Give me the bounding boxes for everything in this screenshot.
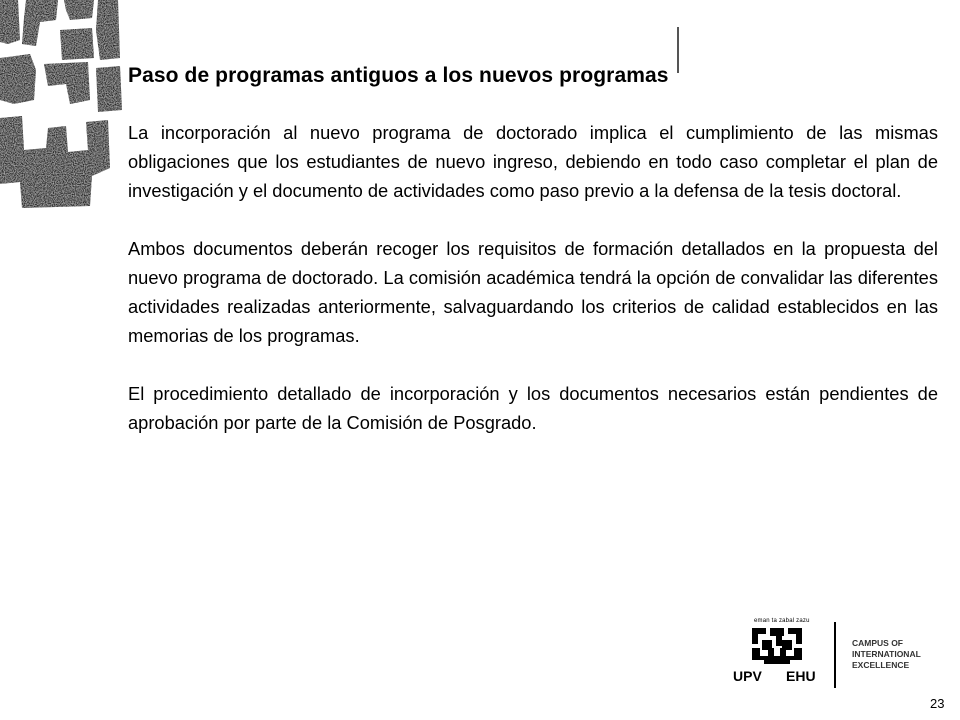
logo-separator <box>834 622 836 688</box>
logo-upv-text: UPV <box>733 668 762 684</box>
campus-line-1: CAMPUS OF <box>852 638 903 648</box>
slide-body <box>128 118 938 466</box>
paragraph-2: Ambos documentos deberán recoger los requisitos de formación detallados en la propuesta del nuevo programa de doctorado. La comisión académica tendrá la opción de convalidar las diferentes actividades realizadas anteriormente, salvaguardando los criterios de calidad establecidos en las memorias de los programas. <box>128 238 938 346</box>
campus-line-3: EXCELLENCE <box>852 660 910 670</box>
campus-of-excellence-label <box>852 638 921 671</box>
logo-motto: eman ta zabal zazu <box>754 618 810 624</box>
campus-line-2: INTERNATIONAL <box>852 649 921 659</box>
paragraph-1: La incorporación al nuevo programa de doctorado implica el cumplimiento de las mismas obligaciones que los estudiantes de nuevo ingreso, debiendo en todo caso completar el plan de investigación y el documento de actividades como paso previo a la defensa de la tesis doctoral. <box>128 122 938 201</box>
paragraph-3: El procedimiento detallado de incorporación y los documentos necesarios están pendientes de aprobación por parte de la Comisión de Posgrado. <box>128 383 938 433</box>
page-number: 23 <box>930 696 945 711</box>
upv-ehu-shield-icon <box>752 628 802 664</box>
slide-title: Paso de programas antiguos a los nuevos programas <box>128 64 669 87</box>
decorative-emblem-icon <box>0 0 122 210</box>
vertical-divider-line <box>677 27 679 73</box>
logo-ehu-text: EHU <box>786 668 816 684</box>
